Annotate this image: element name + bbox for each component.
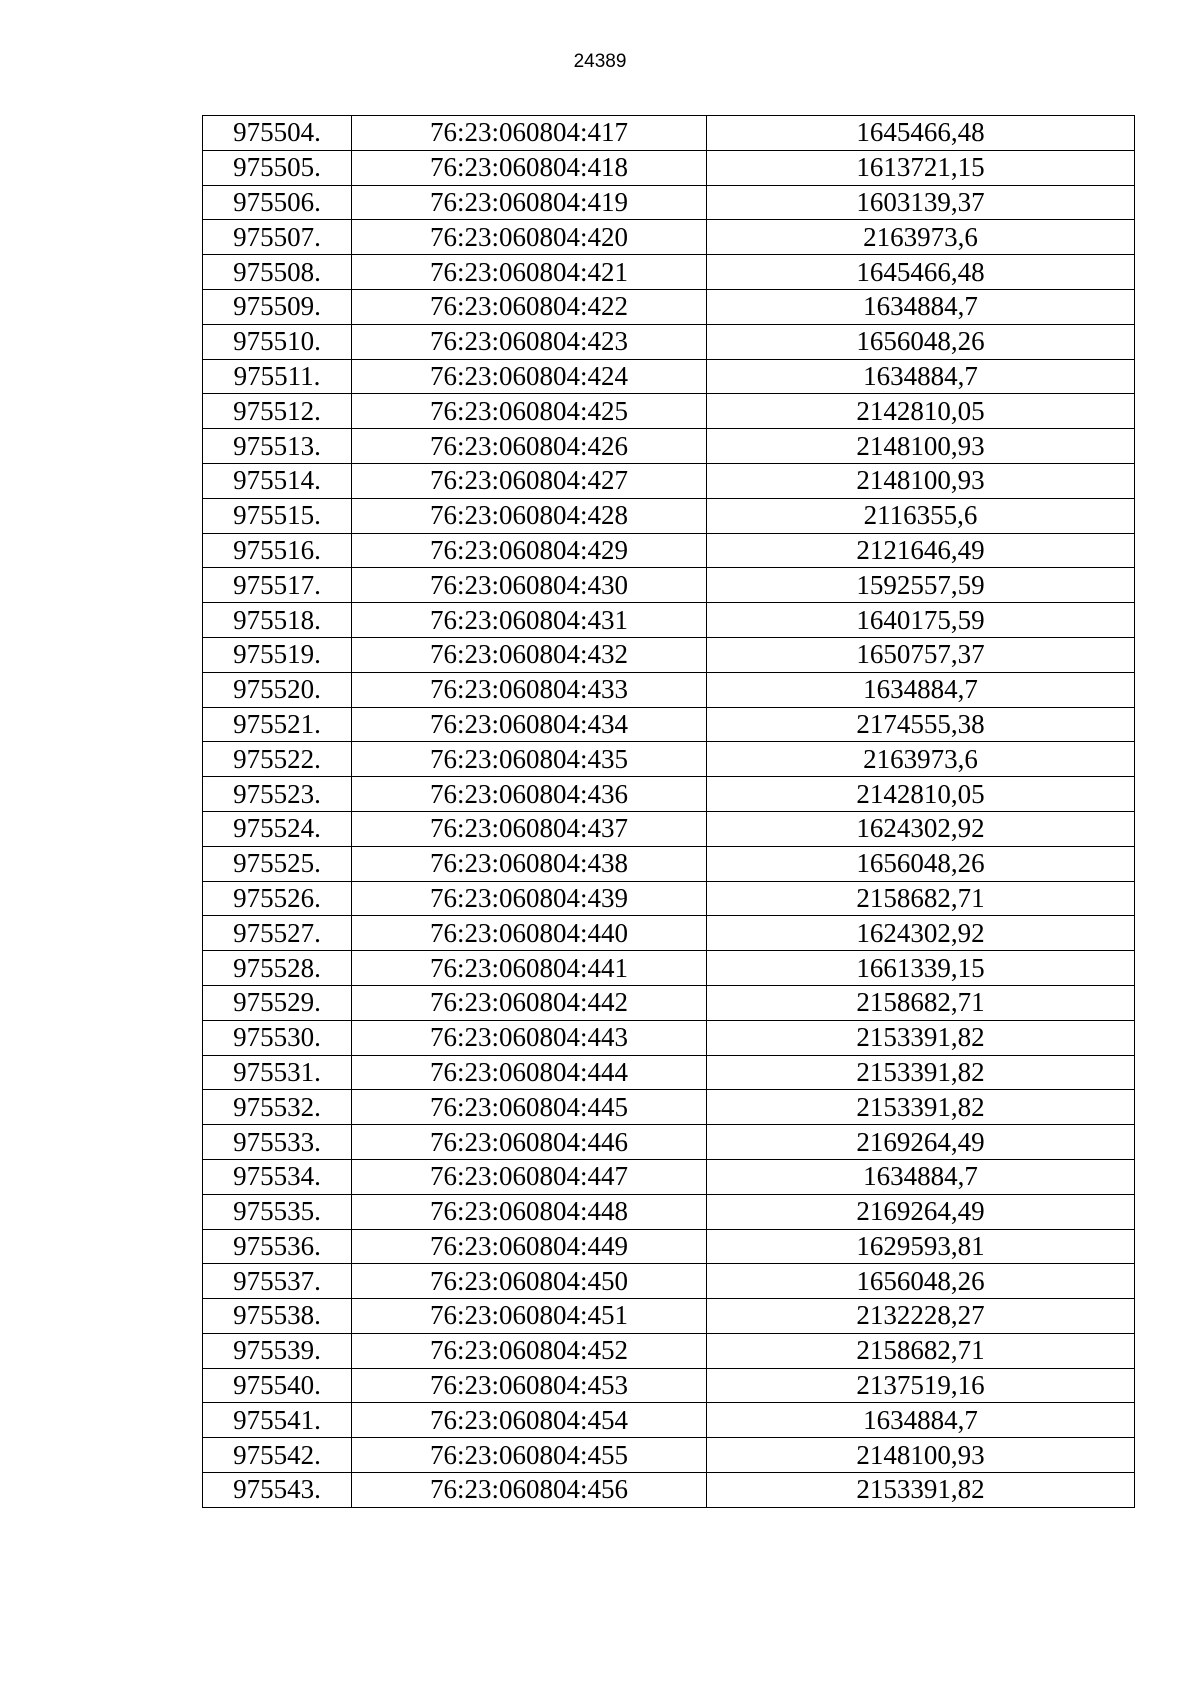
table-body xyxy=(203,116,1135,1508)
table-row xyxy=(203,150,1135,185)
cadastral-number-cell: 76:23:060804:456 xyxy=(352,1473,707,1508)
cadastral-number-cell: 76:23:060804:433 xyxy=(352,672,707,707)
row-number-cell: 975532. xyxy=(203,1090,352,1125)
table-row xyxy=(203,916,1135,951)
cadastral-value-cell: 1656048,26 xyxy=(707,846,1135,881)
row-number-cell: 975534. xyxy=(203,1159,352,1194)
cadastral-value-cell: 1634884,7 xyxy=(707,1403,1135,1438)
cadastral-value-cell: 1640175,59 xyxy=(707,603,1135,638)
cadastral-number-cell: 76:23:060804:426 xyxy=(352,429,707,464)
table-row xyxy=(203,1299,1135,1334)
row-number-cell: 975505. xyxy=(203,150,352,185)
cadastral-number-cell: 76:23:060804:455 xyxy=(352,1438,707,1473)
table-row xyxy=(203,568,1135,603)
table-row xyxy=(203,1333,1135,1368)
table-row xyxy=(203,533,1135,568)
cadastral-value-cell: 2158682,71 xyxy=(707,881,1135,916)
cadastral-number-cell: 76:23:060804:432 xyxy=(352,637,707,672)
cadastral-value-cell: 1661339,15 xyxy=(707,951,1135,986)
table-row xyxy=(203,637,1135,672)
cadastral-value-cell: 1645466,48 xyxy=(707,255,1135,290)
row-number-cell: 975524. xyxy=(203,811,352,846)
cadastral-value-cell: 2153391,82 xyxy=(707,1473,1135,1508)
cadastral-number-cell: 76:23:060804:447 xyxy=(352,1159,707,1194)
table-row xyxy=(203,985,1135,1020)
cadastral-number-cell: 76:23:060804:427 xyxy=(352,463,707,498)
row-number-cell: 975539. xyxy=(203,1333,352,1368)
cadastral-value-cell: 2132228,27 xyxy=(707,1299,1135,1334)
row-number-cell: 975530. xyxy=(203,1020,352,1055)
table-row xyxy=(203,1090,1135,1125)
row-number-cell: 975506. xyxy=(203,185,352,220)
cadastral-number-cell: 76:23:060804:431 xyxy=(352,603,707,638)
table-row xyxy=(203,1438,1135,1473)
row-number-cell: 975509. xyxy=(203,289,352,324)
cadastral-number-cell: 76:23:060804:438 xyxy=(352,846,707,881)
row-number-cell: 975540. xyxy=(203,1368,352,1403)
cadastral-value-cell: 2163973,6 xyxy=(707,742,1135,777)
table-row xyxy=(203,1194,1135,1229)
cadastral-value-cell: 1656048,26 xyxy=(707,1264,1135,1299)
table-row xyxy=(203,1264,1135,1299)
cadastral-number-cell: 76:23:060804:441 xyxy=(352,951,707,986)
row-number-cell: 975543. xyxy=(203,1473,352,1508)
cadastral-value-cell: 1650757,37 xyxy=(707,637,1135,672)
table-row xyxy=(203,951,1135,986)
row-number-cell: 975518. xyxy=(203,603,352,638)
cadastral-number-cell: 76:23:060804:436 xyxy=(352,777,707,812)
row-number-cell: 975535. xyxy=(203,1194,352,1229)
table-row xyxy=(203,255,1135,290)
cadastral-number-cell: 76:23:060804:428 xyxy=(352,498,707,533)
table-row xyxy=(203,185,1135,220)
cadastral-value-cell: 1629593,81 xyxy=(707,1229,1135,1264)
cadastral-number-cell: 76:23:060804:443 xyxy=(352,1020,707,1055)
table-row xyxy=(203,707,1135,742)
row-number-cell: 975527. xyxy=(203,916,352,951)
table-row xyxy=(203,116,1135,151)
table-row xyxy=(203,1159,1135,1194)
cadastral-number-cell: 76:23:060804:448 xyxy=(352,1194,707,1229)
cadastral-value-cell: 1624302,92 xyxy=(707,811,1135,846)
cadastral-number-cell: 76:23:060804:450 xyxy=(352,1264,707,1299)
table-row xyxy=(203,463,1135,498)
table-row xyxy=(203,672,1135,707)
cadastral-number-cell: 76:23:060804:452 xyxy=(352,1333,707,1368)
cadastral-number-cell: 76:23:060804:440 xyxy=(352,916,707,951)
cadastral-value-cell: 2116355,6 xyxy=(707,498,1135,533)
cadastral-value-cell: 1656048,26 xyxy=(707,324,1135,359)
cadastral-number-cell: 76:23:060804:420 xyxy=(352,220,707,255)
cadastral-value-cell: 2148100,93 xyxy=(707,429,1135,464)
table-row xyxy=(203,777,1135,812)
row-number-cell: 975537. xyxy=(203,1264,352,1299)
cadastral-number-cell: 76:23:060804:444 xyxy=(352,1055,707,1090)
cadastral-number-cell: 76:23:060804:442 xyxy=(352,985,707,1020)
cadastral-number-cell: 76:23:060804:429 xyxy=(352,533,707,568)
table-row xyxy=(203,324,1135,359)
cadastral-value-cell: 2121646,49 xyxy=(707,533,1135,568)
table-row xyxy=(203,1055,1135,1090)
cadastral-number-cell: 76:23:060804:439 xyxy=(352,881,707,916)
cadastral-number-cell: 76:23:060804:454 xyxy=(352,1403,707,1438)
row-number-cell: 975520. xyxy=(203,672,352,707)
table-row xyxy=(203,289,1135,324)
cadastral-value-cell: 1634884,7 xyxy=(707,359,1135,394)
row-number-cell: 975511. xyxy=(203,359,352,394)
cadastral-number-cell: 76:23:060804:418 xyxy=(352,150,707,185)
row-number-cell: 975529. xyxy=(203,985,352,1020)
cadastral-number-cell: 76:23:060804:425 xyxy=(352,394,707,429)
row-number-cell: 975515. xyxy=(203,498,352,533)
cadastral-number-cell: 76:23:060804:424 xyxy=(352,359,707,394)
cadastral-value-cell: 1603139,37 xyxy=(707,185,1135,220)
cadastral-value-cell: 1624302,92 xyxy=(707,916,1135,951)
cadastral-value-cell: 1634884,7 xyxy=(707,289,1135,324)
table-row xyxy=(203,603,1135,638)
cadastral-value-cell: 2142810,05 xyxy=(707,394,1135,429)
table-row xyxy=(203,1229,1135,1264)
cadastral-value-cell: 2169264,49 xyxy=(707,1125,1135,1160)
cadastral-value-cell: 2174555,38 xyxy=(707,707,1135,742)
table-row xyxy=(203,394,1135,429)
row-number-cell: 975528. xyxy=(203,951,352,986)
cadastral-value-cell: 1634884,7 xyxy=(707,672,1135,707)
cadastral-value-cell: 2142810,05 xyxy=(707,777,1135,812)
cadastral-value-cell: 1645466,48 xyxy=(707,116,1135,151)
table-row xyxy=(203,881,1135,916)
cadastral-value-cell: 2137519,16 xyxy=(707,1368,1135,1403)
row-number-cell: 975512. xyxy=(203,394,352,429)
table-row xyxy=(203,498,1135,533)
cadastral-value-cell: 2148100,93 xyxy=(707,1438,1135,1473)
table-row xyxy=(203,811,1135,846)
table-row xyxy=(203,1020,1135,1055)
cadastral-number-cell: 76:23:060804:423 xyxy=(352,324,707,359)
row-number-cell: 975542. xyxy=(203,1438,352,1473)
row-number-cell: 975519. xyxy=(203,637,352,672)
table-row xyxy=(203,742,1135,777)
row-number-cell: 975523. xyxy=(203,777,352,812)
cadastral-number-cell: 76:23:060804:446 xyxy=(352,1125,707,1160)
table-row xyxy=(203,1368,1135,1403)
row-number-cell: 975516. xyxy=(203,533,352,568)
row-number-cell: 975510. xyxy=(203,324,352,359)
row-number-cell: 975526. xyxy=(203,881,352,916)
cadastral-value-cell: 2153391,82 xyxy=(707,1090,1135,1125)
cadastral-value-cell: 2169264,49 xyxy=(707,1194,1135,1229)
cadastral-value-cell: 1634884,7 xyxy=(707,1159,1135,1194)
cadastral-number-cell: 76:23:060804:451 xyxy=(352,1299,707,1334)
page-number: 24389 xyxy=(573,51,627,72)
table-row xyxy=(203,1473,1135,1508)
cadastral-number-cell: 76:23:060804:430 xyxy=(352,568,707,603)
table-row xyxy=(203,429,1135,464)
table-row xyxy=(203,1125,1135,1160)
cadastral-number-cell: 76:23:060804:453 xyxy=(352,1368,707,1403)
cadastral-number-cell: 76:23:060804:445 xyxy=(352,1090,707,1125)
cadastral-number-cell: 76:23:060804:422 xyxy=(352,289,707,324)
cadastral-value-cell: 1613721,15 xyxy=(707,150,1135,185)
cadastral-value-cell: 2158682,71 xyxy=(707,1333,1135,1368)
cadastral-number-cell: 76:23:060804:434 xyxy=(352,707,707,742)
row-number-cell: 975525. xyxy=(203,846,352,881)
cadastral-value-cell: 1592557,59 xyxy=(707,568,1135,603)
cadastral-number-cell: 76:23:060804:435 xyxy=(352,742,707,777)
row-number-cell: 975514. xyxy=(203,463,352,498)
cadastral-number-cell: 76:23:060804:419 xyxy=(352,185,707,220)
table-row xyxy=(203,1403,1135,1438)
cadastral-number-cell: 76:23:060804:417 xyxy=(352,116,707,151)
row-number-cell: 975507. xyxy=(203,220,352,255)
row-number-cell: 975541. xyxy=(203,1403,352,1438)
row-number-cell: 975513. xyxy=(203,429,352,464)
cadastral-number-cell: 76:23:060804:421 xyxy=(352,255,707,290)
row-number-cell: 975536. xyxy=(203,1229,352,1264)
row-number-cell: 975517. xyxy=(203,568,352,603)
cadastral-value-cell: 2148100,93 xyxy=(707,463,1135,498)
cadastral-value-cell: 2163973,6 xyxy=(707,220,1135,255)
cadastral-value-table xyxy=(202,115,1135,1508)
row-number-cell: 975508. xyxy=(203,255,352,290)
cadastral-value-cell: 2153391,82 xyxy=(707,1020,1135,1055)
row-number-cell: 975533. xyxy=(203,1125,352,1160)
cadastral-value-cell: 2153391,82 xyxy=(707,1055,1135,1090)
row-number-cell: 975522. xyxy=(203,742,352,777)
cadastral-number-cell: 76:23:060804:437 xyxy=(352,811,707,846)
table-row xyxy=(203,359,1135,394)
row-number-cell: 975521. xyxy=(203,707,352,742)
row-number-cell: 975538. xyxy=(203,1299,352,1334)
row-number-cell: 975531. xyxy=(203,1055,352,1090)
row-number-cell: 975504. xyxy=(203,116,352,151)
table-row xyxy=(203,846,1135,881)
cadastral-value-cell: 2158682,71 xyxy=(707,985,1135,1020)
cadastral-number-cell: 76:23:060804:449 xyxy=(352,1229,707,1264)
table-row xyxy=(203,220,1135,255)
